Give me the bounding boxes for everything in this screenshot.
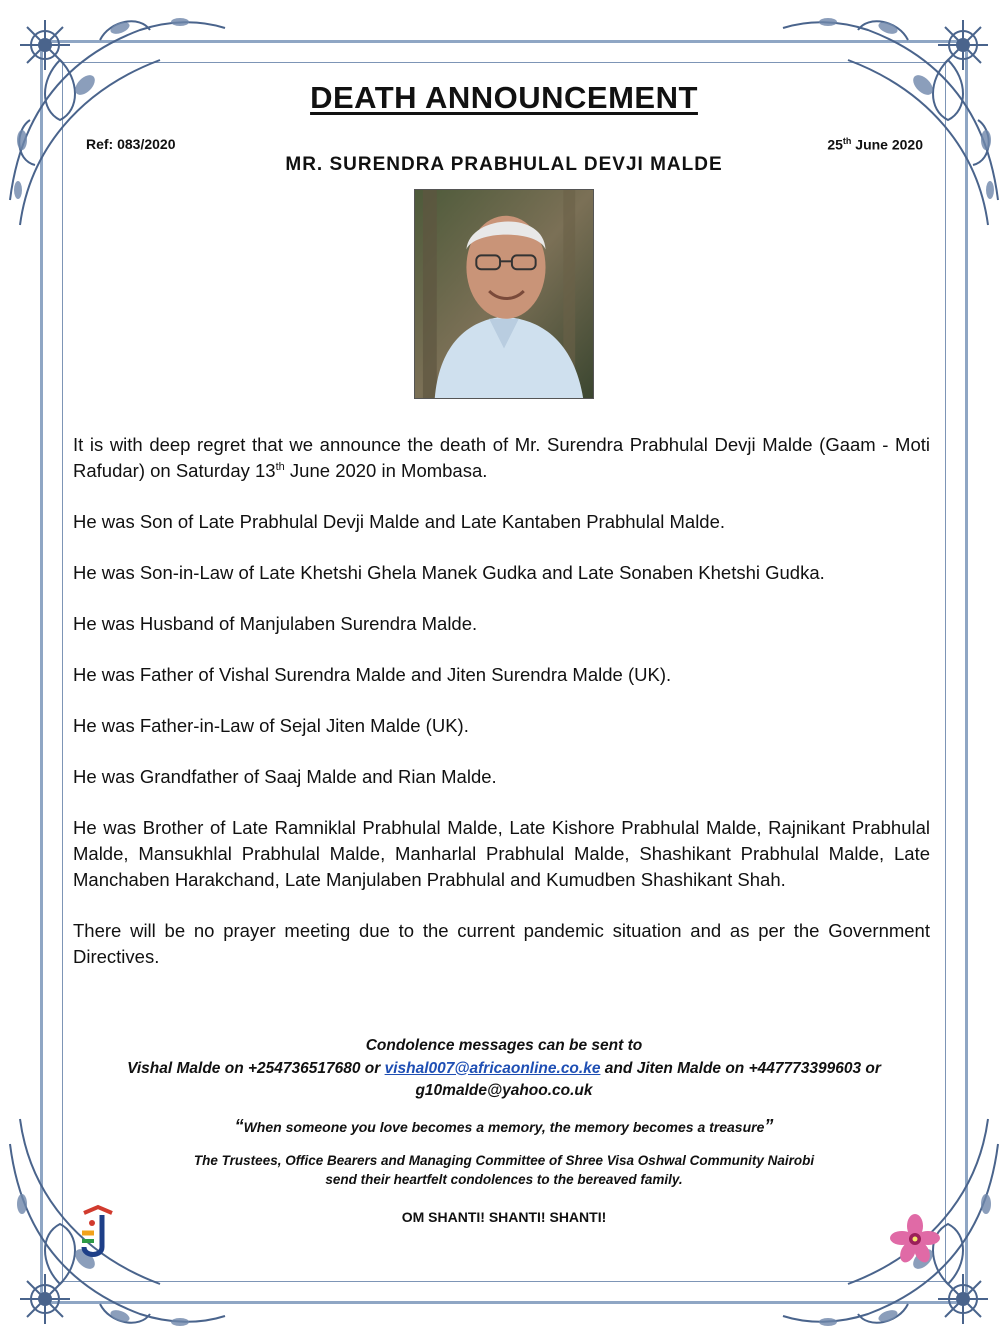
condolence-contacts <box>73 1035 935 1103</box>
paragraph-parents: He was Son of Late Prabhulal Devji Malde and Late Kantaben Prabhulal Malde. <box>73 511 726 532</box>
memorial-quote <box>73 1116 935 1137</box>
orchid-flower-icon <box>888 1212 942 1266</box>
condolence-line <box>73 1058 935 1081</box>
paragraph-prayer-meeting: There will be no prayer meeting due to the current pandemic situation and as per the Government Directives. <box>73 920 930 967</box>
date-day: 25 <box>827 136 843 153</box>
paragraph-death-notice <box>73 432 930 484</box>
trustees-message <box>73 1151 935 1189</box>
page-title: DEATH ANNOUNCEMENT <box>310 80 698 115</box>
email-link-vishal[interactable]: vishal007@africaonline.co.ke <box>384 1059 601 1077</box>
open-quote-mark: “ <box>234 1116 244 1136</box>
paragraph-spouse: He was Husband of Manjulaben Surendra Malde. <box>73 613 478 634</box>
announcement-date <box>827 136 923 153</box>
condolence-heading: Condolence messages can be sent to <box>365 1037 643 1054</box>
trustees-line-2: send their heartfelt condolences to the bereaved family. <box>325 1172 683 1187</box>
email-jiten: g10malde@yahoo.co.uk <box>415 1082 593 1099</box>
paragraph-grandchildren: He was Grandfather of Saaj Malde and Rian Malde. <box>73 766 497 787</box>
paragraph-text: It is with deep regret that we announce the death of Mr. Surendra Prabhulal Devji Malde (Gaam - Moti Rafudar) on Saturday 13 <box>73 434 930 481</box>
contact-vishal: Vishal Malde on +254736517680 or <box>127 1059 385 1077</box>
closing-prayer: OM SHANTI! SHANTI! SHANTI! <box>401 1209 607 1225</box>
announcement-body <box>73 432 930 995</box>
community-logo-icon <box>76 1203 118 1263</box>
paragraph-in-laws: He was Son-in-Law of Late Khetshi Ghela Manek Gudka and Late Sonaben Khetshi Gudka. <box>73 562 825 583</box>
close-quote-mark: ” <box>764 1116 774 1136</box>
paragraph-children: He was Father of Vishal Surendra Malde and Jiten Surendra Malde (UK). <box>73 664 672 685</box>
deceased-name: MR. SURENDRA PRABHULAL DEVJI MALDE <box>285 154 723 175</box>
paragraph-text: June 2020 in Mombasa. <box>284 460 488 481</box>
contact-jiten: and Jiten Malde on +447773399603 or <box>600 1059 881 1077</box>
paragraph-daughter-in-law: He was Father-in-Law of Sejal Jiten Malde (UK). <box>73 715 469 736</box>
reference-number: Ref: 083/2020 <box>86 136 176 152</box>
paragraph-siblings: He was Brother of Late Ramniklal Prabhulal Malde, Late Kishore Prabhulal Malde, Rajnikant Prabhulal Malde, Mansukhlal Prabhulal Malde, Manharlal Prabhulal Malde, Shashikant Prabhulal Malde, Late Manchaben Harakchand, Late Manjulaben Prabhulal and Kumudben Shashikant Shah. <box>73 817 930 890</box>
quote-text: When someone you love becomes a memory, the memory becomes a treasure <box>243 1119 765 1135</box>
trustees-line-1: The Trustees, Office Bearers and Managing Committee of Shree Visa Oshwal Community Nairobi <box>193 1153 815 1168</box>
ordinal-suffix: th <box>275 460 285 473</box>
portrait-photo <box>414 189 594 399</box>
date-rest: June 2020 <box>851 136 923 153</box>
date-suffix: th <box>842 136 852 146</box>
